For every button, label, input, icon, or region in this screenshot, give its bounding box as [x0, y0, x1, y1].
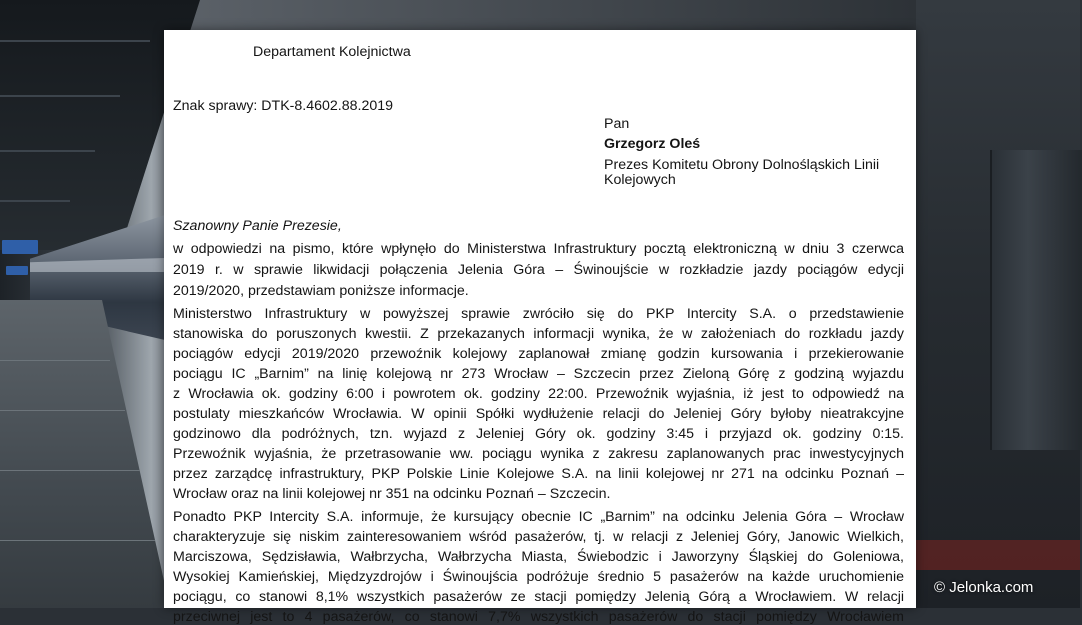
letter-document: [164, 30, 916, 625]
body-line: 2019 r. w sprawie likwidacji połączenia Jelenia Góra – Świnoujście w rozkładzie jazdy pociągów edycji: [173, 262, 904, 278]
body-line: Przewoźnik wyjaśnia, że przetrasowanie ww. pociągu wynika z zakresu zaplanowanych prac inwestycyjnych: [173, 446, 904, 462]
department-header: Departament Kolejnictwa: [253, 44, 411, 60]
case-number: Znak sprawy: DTK-8.4602.88.2019: [173, 98, 394, 114]
body-line: postulaty mieszkańców Wrocławia. W opinii Spółki wydłużenie relacji do Jeleniej Góry byłoby nieatrakcyjne: [173, 406, 904, 422]
body-line: Wrocław oraz na linii kolejowej nr 351 na odcinku Poznań – Szczecin.: [173, 486, 611, 502]
body-line: Ministerstwo Infrastruktury w powyższej sprawie zwróciło się do PKP Intercity S.A. o przedstawienie: [173, 306, 904, 322]
body-line: przez zarządcę infrastruktury, PKP Polskie Linie Kolejowe S.A. na linii kolejowej nr 271 na odcinku Poznań –: [173, 466, 904, 482]
recipient-title-line: Kolejowych: [604, 172, 676, 188]
body-line: stanowiska do poruszonych kwestii. Z przekazanych informacji wynika, że w założeniach do rozkładu jazdy: [173, 326, 904, 342]
greeting: Szanowny Panie Prezesie,: [173, 218, 342, 234]
recipient-name: Grzegorz Oleś: [604, 136, 701, 152]
body-line: w odpowiedzi na pismo, które wpłynęło do Ministerstwa Infrastruktury pocztą elektroniczną w dniu 3 czerwca: [173, 241, 904, 257]
body-line: 2019/2020, przedstawiam poniższe informacje.: [173, 283, 469, 299]
recipient-salutation: Pan: [604, 116, 630, 132]
body-line: z Wrocławia ok. godziny 6:00 i powrotem ok. godziny 22:00. Przewoźnik wyjaśnia, iż jest to odpowiedź na: [173, 386, 904, 402]
body-line: pociągu, co stanowi 8,1% wszystkich pasażerów ze stacji pomiędzy Jelenią Górą a Wrocławiem. W relacji: [173, 589, 904, 605]
body-line: pociągów edycji 2019/2020 przewoźnik kolejowy zaplanował zmianę godzin kursowania i przekierowanie: [173, 346, 904, 362]
recipient-title-line: Prezes Komitetu Obrony Dolnośląskich Linii: [604, 157, 880, 173]
body-line: godzinowo dla podróżnych, tzn. wyjazd z Jeleniej Góry ok. godziny 3:45 i przyjazd ok. godziny 0:15.: [173, 426, 904, 442]
body-line: Wysokiej Kamieńskiej, Międzyzdrojów i Świnoujścia podróżuje średnio 5 pasażerów na każde uruchomienie: [173, 569, 904, 585]
body-line: Ponadto PKP Intercity S.A. informuje, że kursujący obecnie IC „Barnim” na odcinku Jelenia Góra – Wrocław: [173, 509, 904, 525]
body-line: Marciszowa, Sędzisławia, Wałbrzycha, Wałbrzycha Miasta, Świebodzic i Jaworzyny Śląskiej do Goleniowa,: [173, 549, 904, 565]
body-line: pociągu IC „Barnim” na linię kolejową nr 273 Wrocław – Szczecin przez Zieloną Górę z godziną wyjazdu: [173, 366, 904, 382]
body-line: przeciwnej jest to 4 pasażerów, co stanowi 7,7% wszystkich pasażerów do stacji pomiędzy Wrocławiem: [173, 609, 904, 625]
watermark-text: © Jelonka.com: [934, 579, 1034, 596]
body-line: charakteryzuje się niskim zainteresowaniem wśród pasażerów, tj. w relacji z Jeleniej Góry, Janowic Wielkich,: [173, 529, 904, 545]
